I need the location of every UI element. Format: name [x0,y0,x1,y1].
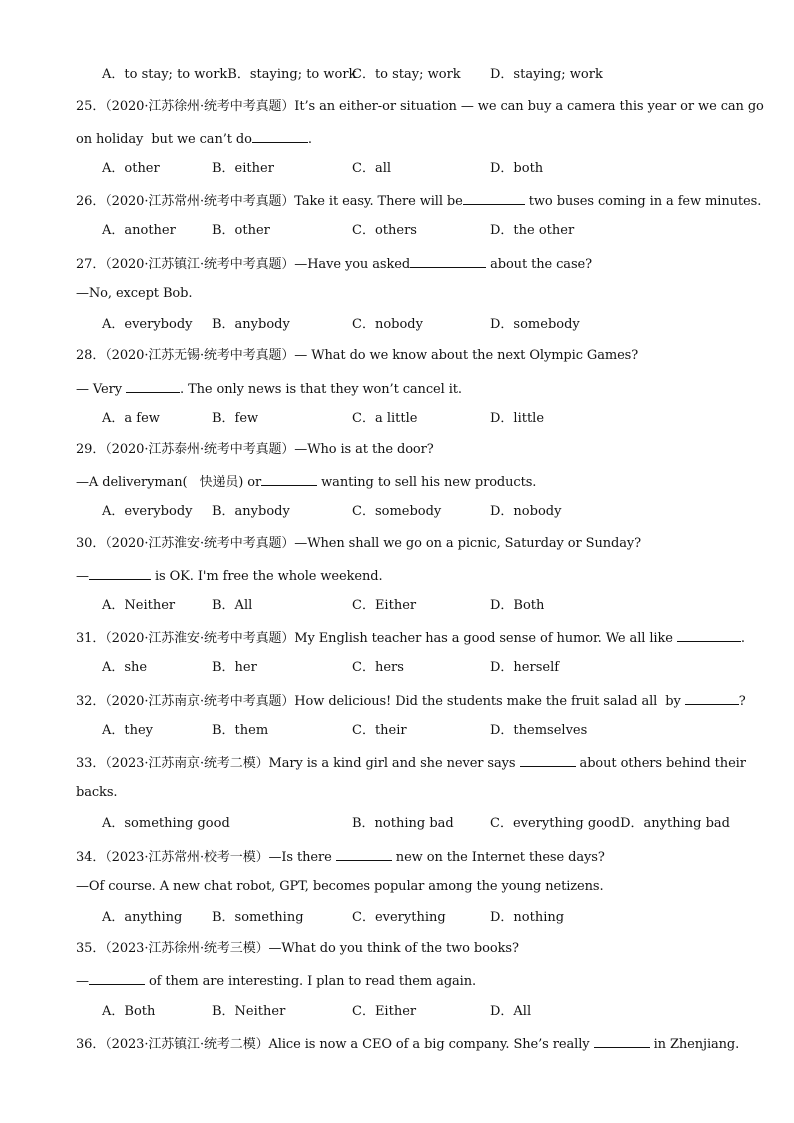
question-line [76,130,312,148]
question-text: on holiday but we can’t do [76,132,252,147]
answer-option: B．nothing bad [352,816,454,831]
answer-option: D．nothing [490,910,565,925]
answer-blank [89,567,151,580]
question-line [76,99,764,115]
question-text: about others behind their [575,756,746,771]
question-text: is OK. I'm free the whole weekend. [150,569,383,584]
answer-option: D．themselves [490,723,588,738]
question-text: about the case? [486,257,592,272]
question-line [76,941,519,957]
question-text: 28．（2020·江苏无锡·统考中考真题）— What do we know about the next Olympic Games? [76,348,639,363]
answer-option: A．they [102,723,154,738]
answer-blank [677,629,741,642]
answer-option: D．both [490,161,544,176]
answer-option: A．Neither [102,598,176,613]
answer-option: D．herself [490,660,560,675]
question-text: of them are interesting. I plan to read them again. [144,974,477,989]
question-line [76,1035,739,1053]
answer-blank [410,255,486,268]
answer-option: D．somebody [490,317,580,332]
answer-option: A．something good [102,816,230,831]
question-text: two buses coming in a few minutes. [524,194,762,209]
answer-blank [594,1035,650,1048]
question-text: 34．（2023·江苏常州·校考一模）—Is there [76,850,336,865]
question-text: 27．（2020·江苏镇江·统考中考真题）—Have you asked [76,257,411,272]
answer-option: C．nobody [352,317,423,332]
question-text: —No, except Bob. [76,286,193,301]
question-line [76,848,605,866]
answer-option: C．somebody [352,504,442,519]
answer-option: C．everything goodD．anything bad [490,816,730,831]
answer-blank [463,192,525,205]
question-text: ? [738,694,746,709]
answer-option: A．to stay; to workB．staying; to work [102,67,357,82]
question-line [76,536,641,552]
answer-option: A．anything [102,910,183,925]
answer-option: A．Both [102,1004,156,1019]
question-line [76,785,117,801]
question-text: 35．（2023·江苏徐州·统考三模）—What do you think of the two books? [76,941,519,956]
answer-option: B．other [212,223,270,238]
answer-option: C．to stay; work [352,67,461,82]
answer-option: D．nobody [490,504,562,519]
answer-blank [126,380,180,393]
question-line [76,286,192,302]
question-line [76,972,476,990]
question-text: — Very [76,382,127,397]
answer-option: C．hers [352,660,404,675]
answer-option: C．their [352,723,407,738]
answer-option: A．other [102,161,160,176]
question-text: — [76,569,89,584]
answer-option: C．Either [352,598,417,613]
answer-blank [685,692,739,705]
question-text: 32．（2020·江苏南京·统考中考真题）How delicious! Did the students make the fruit salad all by [76,694,685,709]
answer-option: B．All [212,598,253,613]
answer-option: C．a little [352,411,418,426]
answer-option: B．something [212,910,304,925]
question-line [76,692,746,710]
question-text: . The only news is that they won’t cancel it. [180,382,462,397]
answer-option: B．either [212,161,274,176]
answer-option: C．everything [352,910,446,925]
question-line [76,442,434,458]
question-text: —A deliveryman( 快递员) or [76,475,262,490]
answer-option: A．she [102,660,148,675]
answer-option: B．few [212,411,259,426]
question-line [76,629,745,647]
answer-option: D．little [490,411,545,426]
question-text: —Of course. A new chat robot, GPT, becomes popular among the young netizens. [76,879,604,894]
answer-option: C．Either [352,1004,417,1019]
question-line [76,192,761,210]
question-line [76,879,604,895]
question-text: 31．（2020·江苏淮安·统考中考真题）My English teacher has a good sense of humor. We all like [76,631,677,646]
answer-blank [520,754,576,767]
question-text: new on the Internet these days? [391,850,605,865]
answer-option: A．everybody [102,317,193,332]
question-text: in Zhenjiang. [649,1037,740,1052]
question-text: 30．（2020·江苏淮安·统考中考真题）—When shall we go on a picnic, Saturday or Sunday? [76,536,641,551]
question-line [76,473,536,491]
question-text: — [76,974,89,989]
answer-option: D．Both [490,598,545,613]
question-line [76,348,638,364]
answer-blank [89,972,145,985]
answer-option: B．anybody [212,317,290,332]
question-text: wanting to sell his new products. [317,475,537,490]
answer-option: D．All [490,1004,532,1019]
question-text: backs. [76,785,118,800]
answer-option: D．staying; work [490,67,603,82]
question-text: 33．（2023·江苏南京·统考二模）Mary is a kind girl and she never says [76,756,520,771]
answer-option: C．others [352,223,417,238]
question-line [76,380,462,398]
answer-option: B．Neither [212,1004,286,1019]
answer-option: C．all [352,161,392,176]
answer-option: A．everybody [102,504,193,519]
question-text: . [307,132,312,147]
answer-blank [252,130,308,143]
question-text: . [740,631,745,646]
answer-option: B．her [212,660,257,675]
answer-blank [336,848,392,861]
answer-option: B．anybody [212,504,290,519]
question-line [76,754,746,772]
question-line [76,567,383,585]
answer-blank [261,473,317,486]
question-text: 26．（2020·江苏常州·统考中考真题）Take it easy. There will be [76,194,463,209]
question-text: 36．（2023·江苏镇江·统考二模）Alice is now a CEO of a big company. She’s really [76,1037,594,1052]
question-text: 29．（2020·江苏泰州·统考中考真题）—Who is at the door? [76,442,434,457]
question-text: 25．（2020·江苏徐州·统考中考真题）It’s an either-or situation — we can buy a camera this year or we can go [76,99,764,114]
question-line [76,255,592,273]
answer-option: A．another [102,223,176,238]
answer-option: B．them [212,723,269,738]
answer-option: D．the other [490,223,575,238]
answer-option: A．a few [102,411,160,426]
